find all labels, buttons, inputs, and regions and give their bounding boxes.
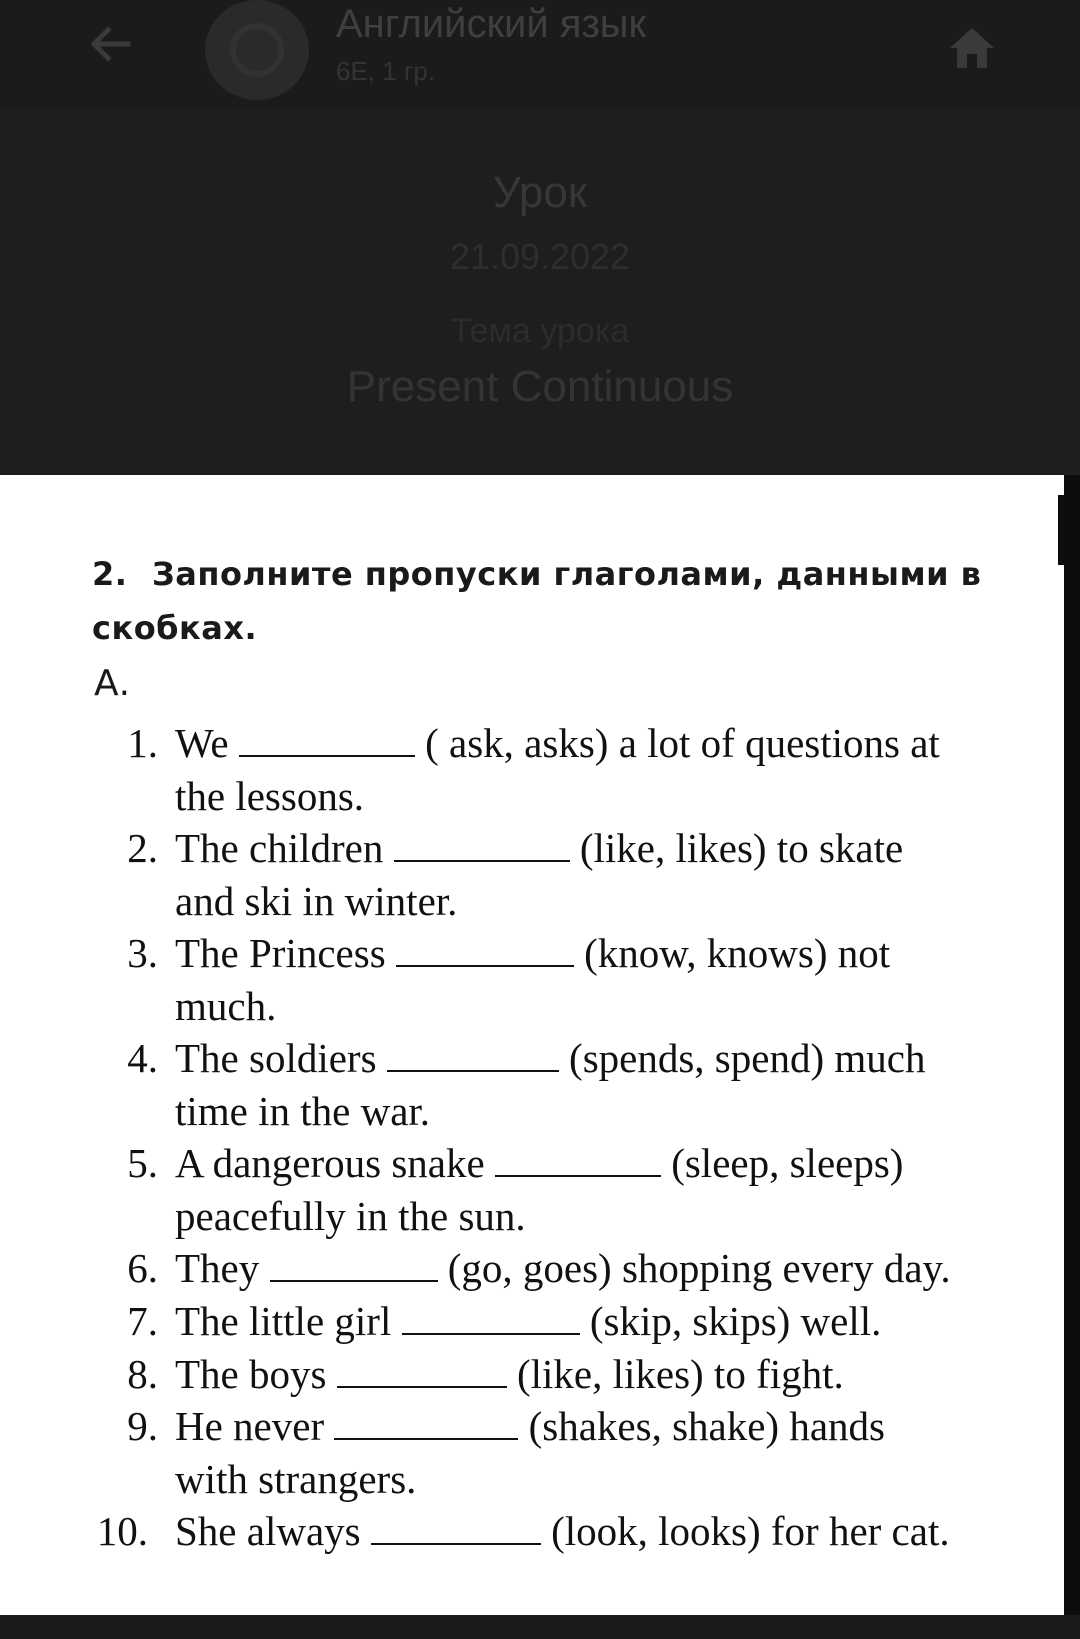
back-button[interactable] [78,14,142,78]
exercise-line [175,1505,950,1558]
exercise-line [175,927,890,980]
exercise-options: (like, likes) to skate [579,825,904,871]
exercise-subject: The children [175,825,384,871]
answer-blank [239,723,415,757]
exercise-number: 10. [96,1508,148,1554]
answer-blank [387,1038,559,1072]
exercise-line [175,822,903,875]
answer-blank [270,1248,438,1282]
exercise-line [175,1400,885,1453]
exercise-options: (skip, skips) well. [589,1298,882,1344]
exercise-subject: The Princess [175,930,386,976]
exercise-continuation: with strangers. [175,1456,417,1502]
exercise-options: (spends, spend) much [569,1035,926,1081]
course-title: Английский язык [336,2,647,46]
exercise-subject: A dangerous snake [175,1140,485,1186]
answer-blank [402,1301,580,1335]
exercise-options: (like, likes) to fight. [516,1351,844,1397]
exercise-number: 9. [127,1403,158,1449]
topic-label: Тема урока [450,312,630,350]
exercise-line [175,1032,925,1085]
answer-blank [394,828,570,862]
page-edge-mark [1058,495,1064,565]
exercise-continuation: much. [175,983,277,1029]
exercise-number: 7. [127,1298,158,1344]
avatar-icon [230,23,284,77]
exercise-number: 3. [127,930,158,976]
exercise-subject: He never [175,1403,325,1449]
exercise-continuation: and ski in winter. [175,878,458,924]
section-label: А. [94,663,131,704]
answer-blank [396,933,574,967]
exercise-continuation: peacefully in the sun. [175,1193,526,1239]
home-button[interactable] [940,18,1004,82]
exercise-options: (look, looks) for her cat. [551,1508,950,1554]
page-edge-shadow [1064,475,1080,1615]
task-heading [92,547,1052,655]
answer-blank [337,1354,507,1388]
exercise-number: 2. [127,825,158,871]
lesson-date: 21.09.2022 [449,236,631,277]
worksheet-photo [0,475,1080,1615]
exercise-line [175,1295,881,1348]
exercise-subject: The soldiers [175,1035,377,1081]
exercise-number: 5. [127,1140,158,1186]
home-icon [948,26,996,75]
exercise-subject: The little girl [175,1298,392,1344]
lesson-header [0,0,1080,475]
exercise-options: (know, knows) not [584,930,891,976]
topic-value: Present Continuous [346,362,734,411]
exercise-line [175,1242,951,1295]
lesson-label: Урок [492,168,588,217]
exercise-number: 4. [127,1035,158,1081]
bottom-bar [0,1615,1080,1639]
exercise-continuation: the lessons. [175,773,365,819]
exercise-options: (go, goes) shopping every day. [447,1245,951,1291]
exercise-subject: She always [175,1508,361,1554]
exercise-options: (shakes, shake) hands [528,1403,885,1449]
exercise-line [175,1137,903,1190]
task-number: 2. [92,555,128,593]
answer-blank [334,1406,518,1440]
exercise-line [175,717,940,770]
answer-blank [495,1143,661,1177]
exercise-number: 6. [127,1245,158,1291]
exercise-line [175,1348,844,1401]
exercise-options: (sleep, sleeps) [671,1140,904,1186]
task-instruction: Заполните пропуски глаголами, данными в скобках. [92,555,982,647]
exercise-number: 1. [127,720,158,766]
exercise-subject: We [175,720,229,766]
exercise-options: ( ask, asks) a lot of questions at [425,720,940,766]
exercise-continuation: time in the war. [175,1088,431,1134]
exercise-subject: The boys [175,1351,327,1397]
answer-blank [371,1511,541,1545]
course-group: 6Е, 1 гр. [336,56,436,86]
exercise-subject: They [175,1245,260,1291]
top-app-bar [0,0,1080,110]
arrow-left-icon [88,22,132,71]
exercise-number: 8. [127,1351,158,1397]
course-avatar[interactable] [205,0,309,100]
